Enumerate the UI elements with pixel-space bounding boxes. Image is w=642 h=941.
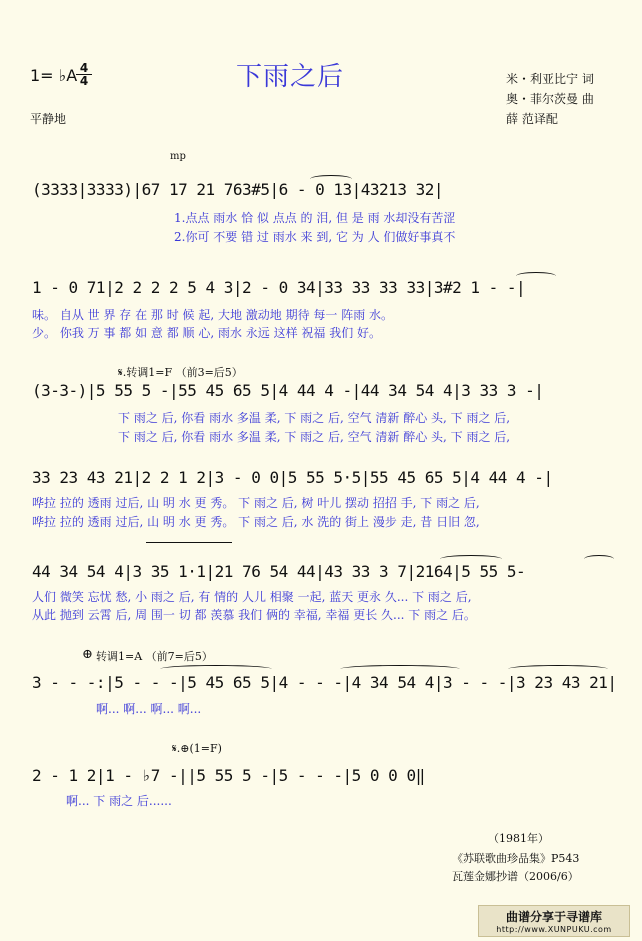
score-line-1-lyric-2: 2.你可 不要 错 过 雨水 来 到, 它 为 人 们做好事真不 [174, 230, 456, 244]
slur-line-5b [584, 555, 614, 563]
time-signature [76, 62, 92, 87]
score-line-7-notes: 2 - 1 2|1 - ♭7 -||5 55 5 -|5 - - -|5 0 0 0‖ [32, 766, 425, 785]
segno-coda-mark: 𝄋.⊕(1=F) [172, 742, 222, 755]
tie-slur [516, 272, 556, 280]
score-line-3-lyric-1: 下 雨之 后, 你看 雨水 多温 柔, 下 雨之 后, 空气 清新 醉心 头, 下 雨之 后, [118, 411, 511, 425]
segno-modulation-mark: 𝄋.转调1=F （前3=后5） [118, 366, 243, 379]
modulation-mark-a: 转调1=A （前7=后5） [96, 650, 213, 663]
score-line-4-notes: 33 23 43 21|2 2 1 2|3 - 0 0|5 55 5·5|55 45 65 5|4 44 4 -| [32, 468, 553, 487]
lyricist-credit: 米・利亚比宁 词 [506, 72, 594, 86]
key-signature: 1= ♭A [30, 66, 78, 85]
score-line-5-lyric-2: 从此 抛到 云霄 后, 周 围一 切 都 羡慕 我们 俩的 幸福, 幸福 更长 久... 下 雨之 后。 [32, 608, 476, 622]
score-line-6-lyric-1: 啊... 啊... 啊... 啊... [96, 702, 202, 716]
score-line-2-lyric-1: 味。 自从 世 界 存 在 那 时 候 起, 大地 激动地 期待 每一 阵雨 水。 [32, 308, 394, 322]
score-line-1-notes: (3333|3333)|67 17 21 763#5|6 - 0 13|43213 32| [32, 180, 443, 199]
score-line-6-notes: 3 - - -:|5 - - -|5 45 65 5|4 - - -|4 34 54 4|3 - - -|3 23 43 21| [32, 673, 617, 692]
triplet-slur [310, 175, 352, 183]
logo-line-1: 曲谱分享于寻谱库 [505, 910, 602, 924]
score-line-2-notes: 1 - 0 71|2 2 2 2 5 4 3|2 - 0 34|33 33 33 33|3#2 1 - -| [32, 278, 526, 297]
time-bottom: 4 [79, 74, 89, 88]
site-logo [478, 905, 630, 937]
score-line-1-lyric-1: 1.点点 雨水 恰 似 点点 的 泪, 但 是 雨 水却没有苦涩 [174, 211, 456, 225]
coda-icon: ⊕ [82, 647, 93, 662]
score-line-7-lyric-1: 啊... 下 雨之 后...... [66, 794, 172, 808]
score-line-4-lyric-2: 哗拉 拉的 透雨 过后, 山 明 水 更 秀。 下 雨之 后, 水 洗的 街上 漫步 走, 昔 日旧 忽, [32, 515, 480, 529]
score-line-2-lyric-2: 少。 你我 万 事 都 如 意 都 顺 心, 雨水 永远 这样 祝福 我们 好。 [32, 326, 382, 340]
time-top: 4 [79, 61, 89, 75]
volta-bracket [146, 542, 232, 543]
score-line-5-lyric-1: 人们 微笑 忘忧 愁, 小 雨之 后, 有 情的 人儿 相聚 一起, 蓝天 更永 久... 下 雨之 后, [32, 590, 472, 604]
footer-copy: 瓦莲金娜抄谱（2006/6） [452, 870, 579, 883]
score-line-5-notes: 44 34 54 4|3 35 1·1|21 76 54 44|43 33 3 7|2164|5 55 5- [32, 562, 526, 581]
score-line-3-notes: (3-3-)|5 55 5 -|55 45 65 5|4 44 4 -|44 34 54 4|3 33 3 -| [32, 381, 544, 400]
score-line-3-lyric-2: 下 雨之 后, 你看 雨水 多温 柔, 下 雨之 后, 空气 清新 醉心 头, 下 雨之 后, [118, 430, 511, 444]
score-line-4-lyric-1: 哗拉 拉的 透雨 过后, 山 明 水 更 秀。 下 雨之 后, 树 叶儿 摆动 招招 手, 下 雨之 后, [32, 496, 480, 510]
footer-source: 《苏联歌曲珍品集》P543 [452, 852, 580, 865]
slur-line-5a [440, 555, 502, 563]
song-title: 下雨之后 [236, 62, 345, 92]
dynamic-marking: mp [170, 151, 186, 162]
footer-year: （1981年） [488, 832, 549, 845]
slur-line-6a [160, 665, 272, 673]
tempo-marking: 平静地 [30, 112, 67, 126]
composer-credit: 奥・菲尔茨曼 曲 [506, 92, 594, 106]
translator-credit: 薛 范译配 [506, 112, 558, 126]
slur-line-6b [340, 665, 460, 673]
logo-line-2: http://www.XUNPUKU.com [496, 925, 612, 934]
slur-line-6c [508, 665, 608, 673]
